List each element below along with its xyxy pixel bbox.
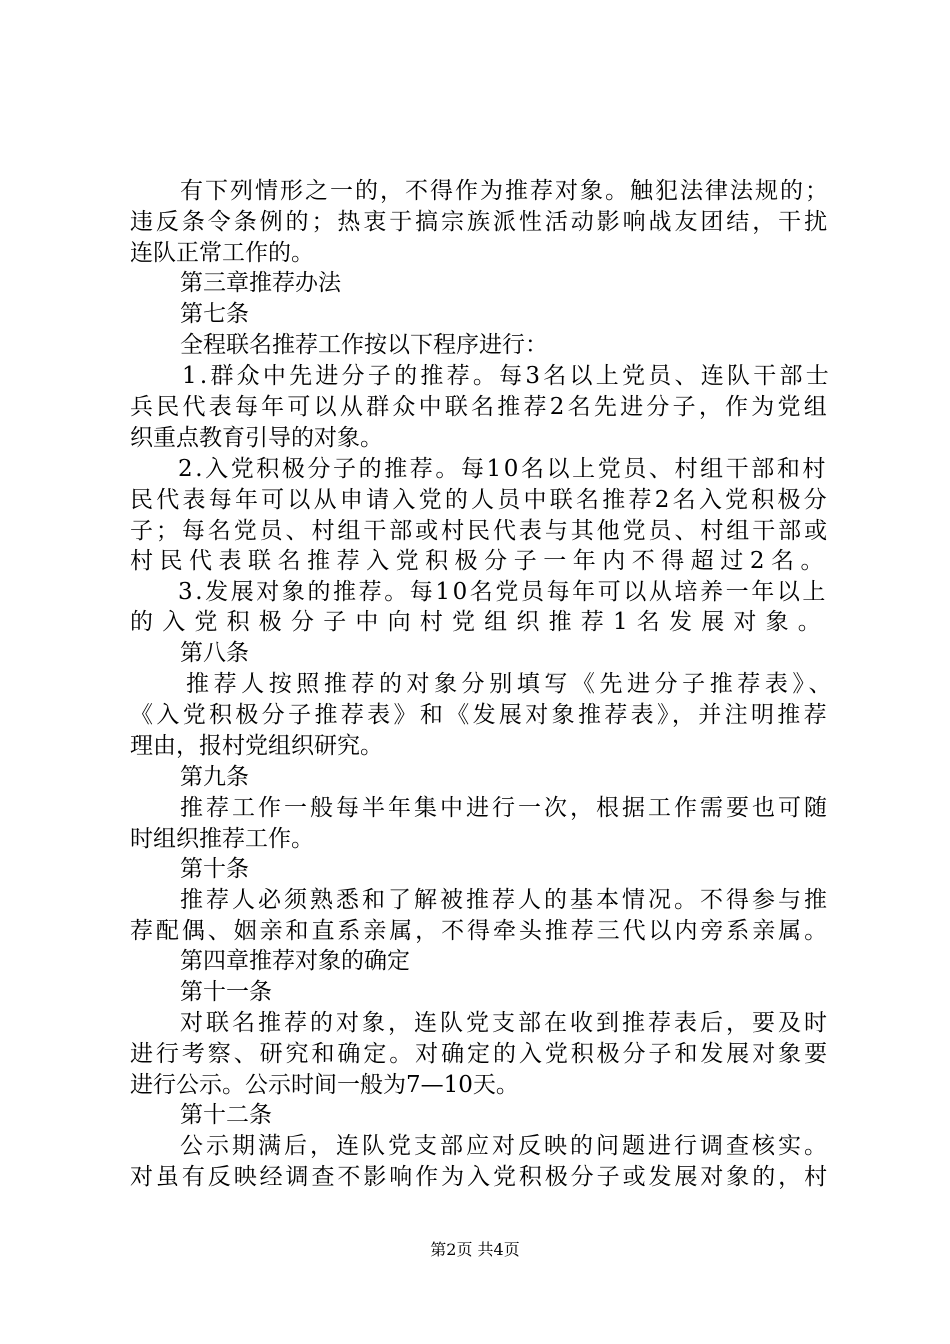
paragraph-line: 子；每名党员、村组干部或村民代表与其他党员、村组干部或 [130, 518, 830, 544]
paragraph-line: 2.入党积极分子的推荐。每10名以上党员、村组干部和村 [178, 456, 828, 482]
paragraph-line: 民代表每年可以从申请入党的人员中联名推荐2名入党积极分 [130, 487, 830, 513]
page-number-footer: 第2页 共4页 [430, 1240, 520, 1259]
paragraph-line: 推荐工作一般每半年集中进行一次，根据工作需要也可随 [180, 795, 830, 821]
paragraph-line: 1.群众中先进分子的推荐。每3名以上党员、连队干部士 [182, 363, 832, 389]
paragraph-line: 进行公示。公示时间一般为7—10天。 [130, 1072, 519, 1098]
paragraph-line: 《入党积极分子推荐表》和《发展对象推荐表》，并注明推荐 [130, 702, 830, 728]
chapter-heading: 第四章推荐对象的确定 [180, 948, 410, 974]
paragraph-line: 的入党积极分子中向村党组织推荐1名发展对象。 [130, 609, 830, 635]
paragraph-line: 荐配偶、姻亲和直系亲属，不得牵头推荐三代以内旁系亲属。 [130, 918, 830, 944]
article-heading: 第九条 [180, 764, 249, 790]
paragraph-line: 推荐人必须熟悉和了解被推荐人的基本情况。不得参与推 [180, 887, 830, 913]
paragraph-line: 织重点教育引导的对象。 [130, 425, 383, 451]
paragraph-line: 时组织推荐工作。 [130, 826, 314, 852]
paragraph-line: 推荐人按照推荐的对象分别填写《先进分子推荐表》、 [186, 671, 836, 697]
paragraph-line: 对联名推荐的对象，连队党支部在收到推荐表后，要及时 [180, 1010, 830, 1036]
paragraph-line: 村民代表联名推荐入党积极分子一年内不得超过2名。 [130, 548, 830, 574]
article-heading: 第八条 [180, 640, 249, 666]
paragraph-line: 3.发展对象的推荐。每10名党员每年可以从培养一年以上 [178, 579, 828, 605]
chapter-heading: 第三章推荐办法 [180, 270, 341, 296]
paragraph-line: 进行考察、研究和确定。对确定的入党积极分子和发展对象要 [130, 1041, 830, 1067]
paragraph-line: 兵民代表每年可以从群众中联名推荐2名先进分子，作为党组 [130, 394, 830, 420]
paragraph-line: 理由，报村党组织研究。 [130, 733, 383, 759]
article-heading: 第七条 [180, 301, 249, 327]
paragraph-line: 全程联名推荐工作按以下程序进行： [180, 332, 548, 358]
paragraph-line: 对虽有反映经调查不影响作为入党积极分子或发展对象的，村 [130, 1164, 830, 1190]
paragraph-line: 公示期满后，连队党支部应对反映的问题进行调查核实。 [180, 1133, 830, 1159]
article-heading: 第十一条 [180, 979, 272, 1005]
article-heading: 第十条 [180, 856, 249, 882]
paragraph-line: 违反条令条例的；热衷于搞宗族派性活动影响战友团结，干扰 [130, 209, 830, 235]
paragraph-line: 连队正常工作的。 [130, 240, 314, 266]
article-heading: 第十二条 [180, 1102, 272, 1128]
paragraph-line: 有下列情形之一的，不得作为推荐对象。触犯法律法规的； [180, 178, 830, 204]
